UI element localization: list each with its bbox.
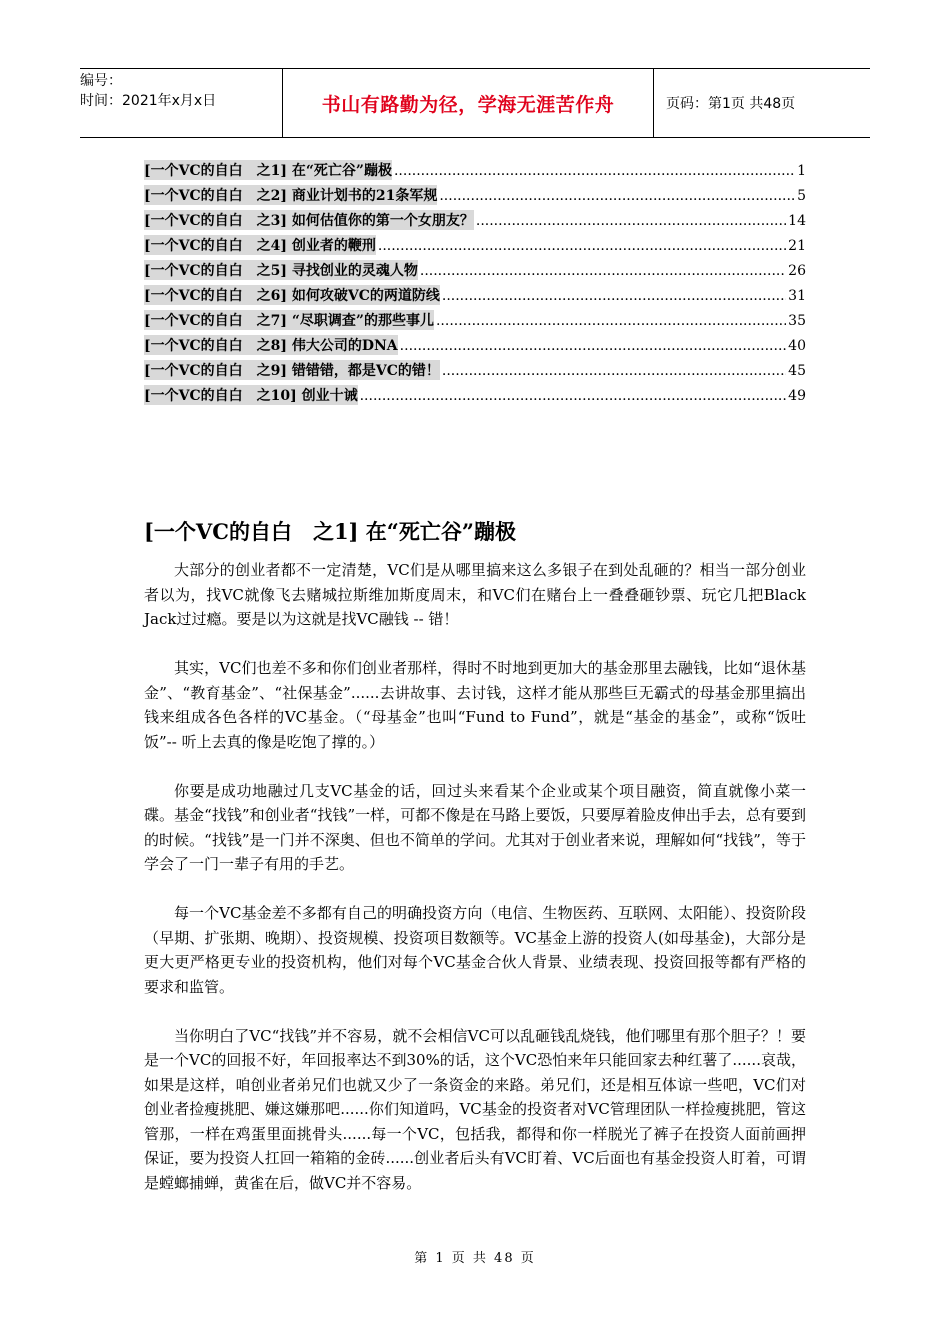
toc-leader — [360, 388, 787, 404]
toc-entry-title[interactable]: [一个VC的自白 之9] 错错错，都是VC的错！ — [144, 360, 440, 380]
toc-leader — [400, 338, 787, 354]
toc-leader — [420, 263, 786, 279]
toc-entry-page: 26 — [788, 263, 806, 279]
toc-leader — [476, 213, 786, 229]
toc-entry[interactable] — [144, 235, 806, 260]
paragraph: 你要是成功地融过几支VC基金的话，回过头来看某个企业或某个项目融资，简直就像小菜一碟。基金“找钱”和创业者“找钱”一样，可都不像是在马路上要饭，只要厚着脸皮伸出手去，总有要到的时候。“找钱”是一门并不深奥、但也不简单的学问。尤其对于创业者来说，理解如何“找钱”，等于学会了一门一辈子有用的手艺。 — [144, 781, 806, 873]
paragraph: 其实，VC们也差不多和你们创业者那样，得时不时地到更加大的基金那里去融钱，比如“退休基金”、“教育基金”、“社保基金”......去讲故事、去讨钱，这样才能从那些巨无霸式的母基金那里搞出钱来组成各色各样的VC基金。（“母基金”也叫“Fund to Fund”，就是“基金的基金”，或称“饭吐饭”-- 听上去真的像是吃饱了撑的。） — [144, 659, 806, 751]
section-heading: [一个VC的自白 之1] 在“死亡谷”蹦极 — [144, 519, 516, 544]
toc-leader — [436, 313, 786, 329]
paragraph: 当你明白了VC“找钱”并不容易，就不会相信VC可以乱砸钱乱烧钱，他们哪里有那个胆子？！要是一个VC的回报不好，年回报率达不到30%的话，这个VC恐怕来年只能回家去种红薯了......哀哉，如果是这样，咱创业者弟兄们也就又少了一条资金的来路。弟兄们，还是相互体谅一些吧，VC们对创业者捡瘦挑肥、嫌这嫌那吧......你们知道吗，VC基金的投资者对VC管理团队一样捡瘦挑肥，管这管那，一样在鸡蛋里面挑骨头......每一个VC，包括我，都得和你一样脱光了裤子在投资人面前画押保证，要为投资人扛回一箱箱的金砖......创业者后头有VC盯着、VC后面也有基金投资人盯着，可谓是螳螂捕蝉，黄雀在后，做VC并不容易。 — [144, 1026, 806, 1192]
header-meta — [80, 69, 282, 137]
toc-entry-page: 1 — [797, 163, 806, 179]
table-of-contents — [144, 160, 806, 410]
toc-leader — [442, 288, 786, 304]
toc-entry[interactable] — [144, 260, 806, 285]
toc-entry-title[interactable]: [一个VC的自白 之7] “尽职调查”的那些事儿 — [144, 310, 434, 330]
toc-entry-page: 21 — [788, 238, 806, 254]
toc-entry-title[interactable]: [一个VC的自白 之8] 伟大公司的DNA — [144, 335, 398, 355]
toc-entry-page: 14 — [788, 213, 806, 229]
paragraph: 每一个VC基金差不多都有自己的明确投资方向（电信、生物医药、互联网、太阳能）、投资阶段（早期、扩张期、晚期）、投资规模、投资项目数额等。VC基金上游的投资人(如母基金)，大部分是更大更严格更专业的投资机构，他们对每个VC基金合伙人背景、业绩表现、投资回报等都有严格的要求和监管。 — [144, 904, 806, 996]
toc-entry-page: 49 — [788, 388, 806, 404]
toc-entry-title[interactable]: [一个VC的自白 之2] 商业计划书的21条军规 — [144, 185, 437, 205]
page-header — [80, 68, 870, 138]
toc-entry[interactable] — [144, 335, 806, 360]
header-motto: 书山有路勤为径，学海无涯苦作舟 — [282, 69, 654, 137]
page-footer: 第 1 页 共 48 页 — [414, 1251, 536, 1266]
toc-entry[interactable] — [144, 210, 806, 235]
toc-entry-page: 35 — [788, 313, 806, 329]
toc-leader — [439, 188, 795, 204]
document-number-label: 编号： — [80, 73, 122, 89]
toc-entry-title[interactable]: [一个VC的自白 之6] 如何攻破VC的两道防线 — [144, 285, 440, 305]
toc-entry[interactable] — [144, 160, 806, 185]
toc-entry-title[interactable]: [一个VC的自白 之4] 创业者的鞭刑 — [144, 235, 376, 255]
toc-entry-title[interactable]: [一个VC的自白 之5] 寻找创业的灵魂人物 — [144, 260, 418, 280]
toc-leader — [394, 163, 795, 179]
toc-entry[interactable] — [144, 285, 806, 310]
toc-entry[interactable] — [144, 185, 806, 210]
toc-leader — [442, 363, 786, 379]
header-page-info: 页码：第1页 共48页 — [666, 96, 796, 112]
document-date: 时间：2021年x月x日 — [80, 93, 217, 109]
toc-entry-page: 31 — [788, 288, 806, 304]
paragraph: 大部分的创业者都不一定清楚，VC们是从哪里搞来这么多银子在到处乱砸的？相当一部分创业者以为，找VC就像飞去赌城拉斯维加斯度周末，和VC们在赌台上一叠叠砸钞票、玩它几把Black Jack过过瘾。要是以为这就是找VC融钱 -- 错！ — [144, 561, 806, 628]
toc-entry-page: 5 — [797, 188, 806, 204]
toc-entry-title[interactable]: [一个VC的自白 之1] 在“死亡谷”蹦极 — [144, 160, 392, 180]
toc-entry-page: 45 — [788, 363, 806, 379]
toc-entry-page: 40 — [788, 338, 806, 354]
toc-entry[interactable] — [144, 385, 806, 410]
toc-entry-title[interactable]: [一个VC的自白 之10] 创业十诫 — [144, 385, 358, 405]
toc-entry[interactable] — [144, 310, 806, 335]
section-body — [144, 558, 806, 1220]
toc-entry[interactable] — [144, 360, 806, 385]
toc-entry-title[interactable]: [一个VC的自白 之3] 如何估值你的第一个女朋友？ — [144, 210, 474, 230]
toc-leader — [378, 238, 786, 254]
